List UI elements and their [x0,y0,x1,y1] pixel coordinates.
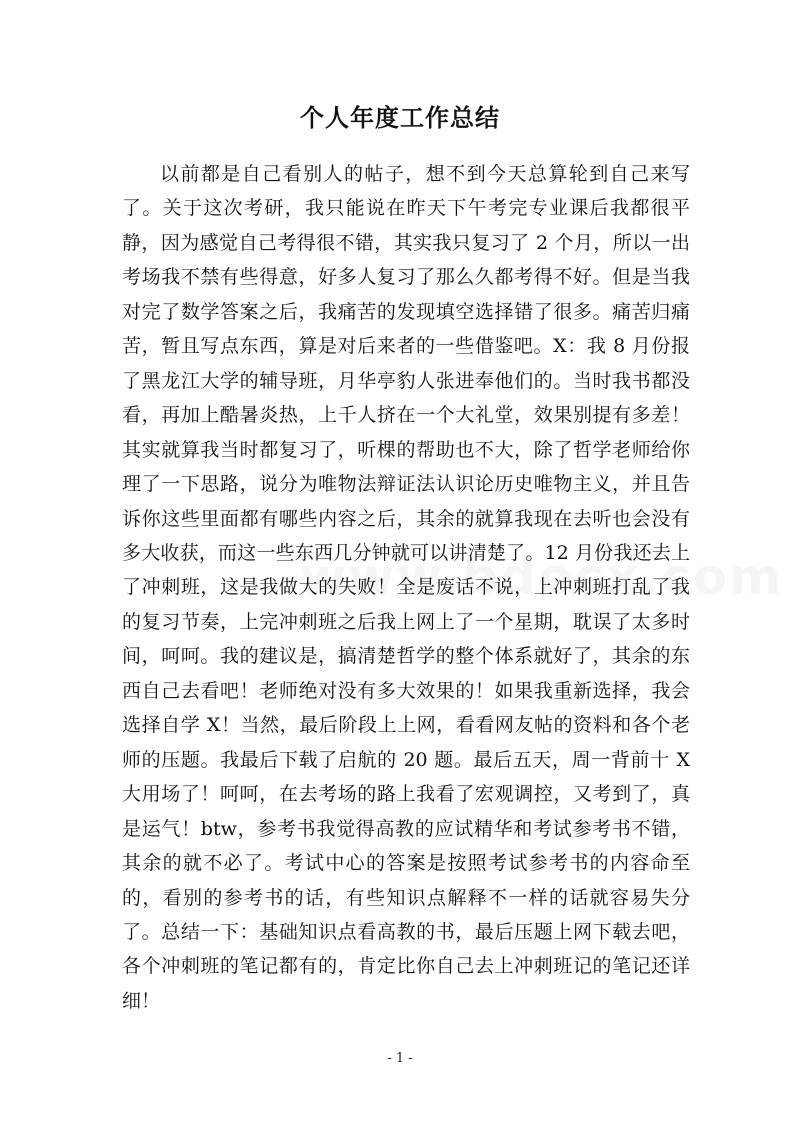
page-number: - 1 - [387,1051,413,1066]
document-title: 个人年度工作总结 [300,103,500,132]
body-paragraph: 以前都是自己看别人的帖子，想不到今天总算轮到自己来写了。关于这次考研，我只能说在昨天下午考完专业课后我都很平静，因为感觉自己考得很不错，其实我只复习了 2 个月，所以一出考场我不禁有些得意，好多人复习了那么久都考得不好。但是当我对完了数学答案之后，我痛苦的发现填空选择错了很多。痛苦归痛苦，暂且写点东西，算是对后来者的一些借鉴吧。X：我 8 月份报了黑龙江大学的辅导班，月华亭豹人张进奉他们的。当时我书都没看，再加上酷暑炎热，上千人挤在一个大礼堂，效果别提有多差！其实就算我当时都复习了，听棵的帮助也不大，除了哲学老师给你理了一下思路，说分为唯物法辩证法认识论历史唯物主义，并且告诉你这些里面都有哪些内容之后，其余的就算我现在去听也会没有多大收获，而这一些东西几分钟就可以讲清楚了。12 月份我还去上了冲刺班，这是我做大的失败！全是废话不说，上冲刺班打乱了我的复习节奏，上完冲刺班之后我上网上了一个星期，耽误了太多时间，呵呵。我的建议是，搞清楚哲学的整个体系就好了，其余的东西自己去看吧！老师绝对没有多大效果的！如果我重新选择，我会选择自学 X！当然，最后阶段上上网，看看网友帖的资料和各个老师的压题。我最后下载了启航的 20 题。最后五天，周一背前十 X 大用场了！呵呵，在去考场的路上我看了宏观调控，又考到了，真是运气！btw，参考书我觉得高教的应试精华和考试参考书不错，其余的就不必了。考试中心的答案是按照考试参考书的内容命至的，看别的参考书的话，有些知识点解释不一样的话就容易失分了。总结一下：基础知识点看高教的书，最后压题上网下载去吧，各个冲刺班的笔记都有的，肯定比你自己去上冲刺班记的笔记还详细！ [122,163,690,1012]
